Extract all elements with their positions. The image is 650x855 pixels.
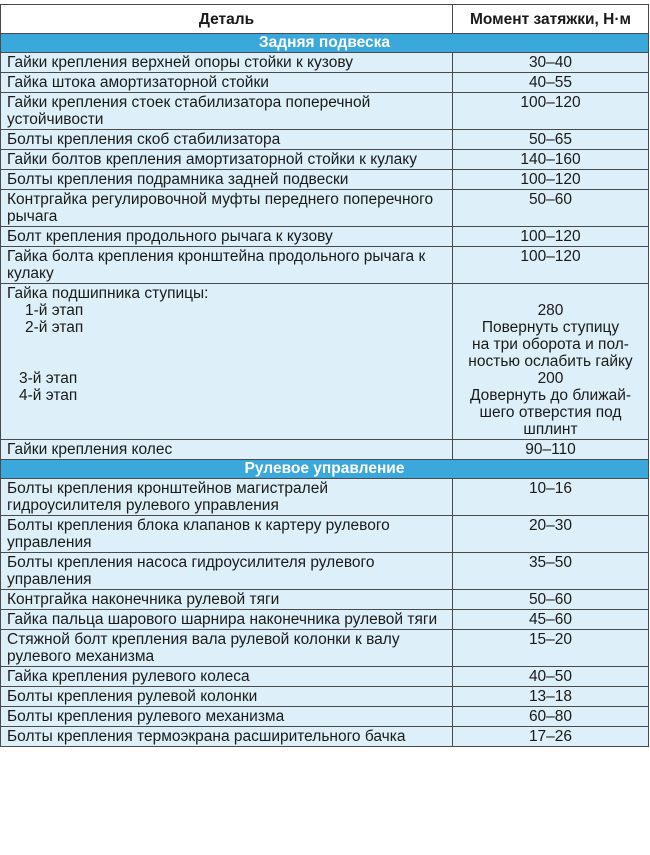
part-cell: Болты крепления кронштейнов магистралей гидроусилителя рулевого управления xyxy=(1,479,453,516)
torque-cell: 100–120 xyxy=(453,247,649,284)
table-row xyxy=(1,53,649,73)
table-row xyxy=(1,553,649,590)
part-cell: Гайки крепления стоек стабилизатора поперечной устойчивости xyxy=(1,93,453,130)
torque-cell: 35–50 xyxy=(453,553,649,590)
section-header-steering xyxy=(1,460,649,479)
table-row xyxy=(1,150,649,170)
hub-bearing-row xyxy=(1,284,649,440)
part-cell: Болт крепления продольного рычага к кузову xyxy=(1,227,453,247)
table-row xyxy=(1,73,649,93)
torque-cell: 100–120 xyxy=(453,93,649,130)
torque-cell: 50–65 xyxy=(453,130,649,150)
part-cell: Гайка крепления рулевого колеса xyxy=(1,667,453,687)
hub-step-2: 2-й этап xyxy=(25,319,84,336)
torque-cell: 90–110 xyxy=(453,440,649,460)
table-row xyxy=(1,227,649,247)
torque-cell: 140–160 xyxy=(453,150,649,170)
part-cell: Гайки крепления верхней опоры стойки к кузову xyxy=(1,53,453,73)
torque-cell: 100–120 xyxy=(453,227,649,247)
part-cell: Гайка штока амортизаторной стойки xyxy=(1,73,453,93)
table-header xyxy=(1,5,649,34)
part-cell: Гайка болта крепления кронштейна продольного рычага к кулаку xyxy=(1,247,453,284)
hub-value-4b: шего отверстия под xyxy=(479,404,622,421)
table-row xyxy=(1,610,649,630)
table-row xyxy=(1,590,649,610)
hub-value-3: 200 xyxy=(537,370,564,387)
hub-step-3: 3-й этап xyxy=(19,370,78,387)
torque-cell: 17–26 xyxy=(453,727,649,747)
torque-cell: 100–120 xyxy=(453,170,649,190)
table-row xyxy=(1,93,649,130)
torque-cell: 40–50 xyxy=(453,667,649,687)
part-cell: Болты крепления скоб стабилизатора xyxy=(1,130,453,150)
hub-bearing-title: Гайка подшипника ступицы: xyxy=(7,285,209,302)
part-cell: Контргайка регулировочной муфты переднего поперечного рычага xyxy=(1,190,453,227)
torque-cell: 30–40 xyxy=(453,53,649,73)
part-cell: Болты крепления термоэкрана расширительного бачка xyxy=(1,727,453,747)
table-row xyxy=(1,630,649,667)
section-title: Задняя подвеска xyxy=(1,34,649,53)
table-row xyxy=(1,190,649,227)
header-part: Деталь xyxy=(1,5,453,34)
torque-cell: 20–30 xyxy=(453,516,649,553)
part-cell: Болты крепления насоса гидроусилителя рулевого управления xyxy=(1,553,453,590)
section-header-rear-suspension xyxy=(1,34,649,53)
hub-value-4a: Довернуть до ближай- xyxy=(469,387,632,404)
table-row xyxy=(1,516,649,553)
part-cell: Болты крепления подрамника задней подвески xyxy=(1,170,453,190)
table-row xyxy=(1,687,649,707)
hub-bearing-torque-cell xyxy=(453,284,649,440)
torque-cell: 50–60 xyxy=(453,190,649,227)
hub-value-2c: ностью ослабить гайку xyxy=(468,353,633,370)
torque-cell: 10–16 xyxy=(453,479,649,516)
part-cell: Болты крепления рулевой колонки xyxy=(1,687,453,707)
part-cell: Гайки крепления колес xyxy=(1,440,453,460)
table-row xyxy=(1,707,649,727)
torque-cell: 50–60 xyxy=(453,590,649,610)
part-cell: Болты крепления рулевого механизма xyxy=(1,707,453,727)
table-row xyxy=(1,130,649,150)
torque-cell: 15–20 xyxy=(453,630,649,667)
torque-cell: 45–60 xyxy=(453,610,649,630)
header-torque: Момент затяжки, Н·м xyxy=(453,5,649,34)
torque-table xyxy=(0,4,649,747)
table-row xyxy=(1,247,649,284)
part-cell: Стяжной болт крепления вала рулевой колонки к валу рулевого механизма xyxy=(1,630,453,667)
table-row xyxy=(1,170,649,190)
hub-bearing-part-cell xyxy=(1,284,453,440)
table-row xyxy=(1,667,649,687)
hub-step-1: 1-й этап xyxy=(25,302,84,319)
hub-value-2b: на три оборота и пол- xyxy=(472,336,629,353)
hub-value-1: 280 xyxy=(537,302,564,319)
table-row xyxy=(1,727,649,747)
section-title: Рулевое управление xyxy=(1,460,649,479)
hub-value-4c: шплинт xyxy=(523,421,578,438)
hub-step-4: 4-й этап xyxy=(19,387,78,404)
table-row xyxy=(1,479,649,516)
part-cell: Гайка пальца шарового шарнира наконечника рулевой тяги xyxy=(1,610,453,630)
torque-cell: 60–80 xyxy=(453,707,649,727)
hub-value-2a: Повернуть ступицу xyxy=(481,319,620,336)
table-row xyxy=(1,440,649,460)
part-cell: Болты крепления блока клапанов к картеру рулевого управления xyxy=(1,516,453,553)
torque-cell: 40–55 xyxy=(453,73,649,93)
part-cell: Контргайка наконечника рулевой тяги xyxy=(1,590,453,610)
torque-cell: 13–18 xyxy=(453,687,649,707)
part-cell: Гайки болтов крепления амортизаторной стойки к кулаку xyxy=(1,150,453,170)
